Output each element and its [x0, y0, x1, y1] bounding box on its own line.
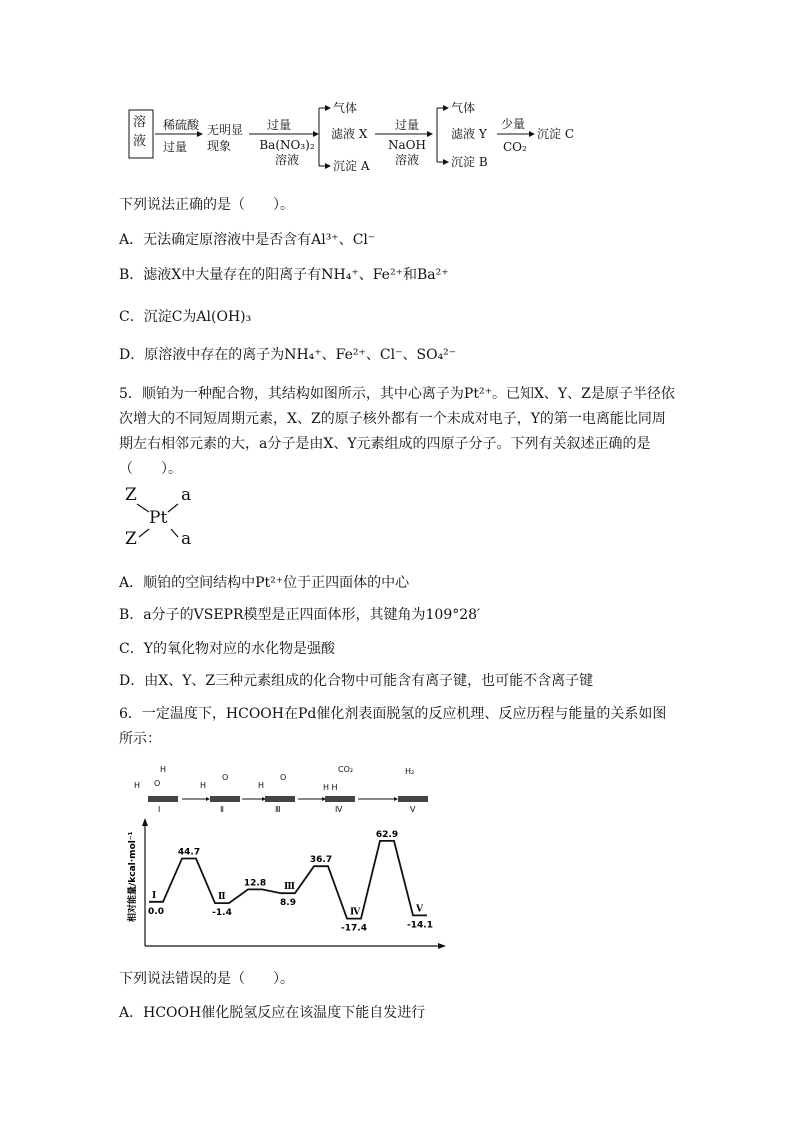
reagent-2-top: 过量 [267, 118, 292, 132]
q5-option-b: B．a分子的VSEPR模型是正四面体形，其键角为109°28′ [119, 607, 481, 623]
q5-option-d: D．由X、Y、Z三种元素组成的化合物中可能含有离子键，也可能不含离子键 [119, 673, 594, 689]
catalyst-surface-5 [398, 796, 428, 802]
q4-option-b: B．滤液X中大量存在的阳离子有NH₄⁺、Fe²⁺和Ba²⁺ [119, 267, 449, 283]
energy-profile-svg [120, 760, 450, 950]
platinum-center: Pt [149, 508, 168, 528]
mech-h-3: H [200, 781, 207, 790]
energy-value-label: 8.9 [280, 898, 296, 909]
state-label: Ⅰ [152, 890, 157, 901]
mech-h-4: H [258, 781, 265, 790]
mech-state-2: Ⅱ [220, 805, 224, 814]
energy-value-label: 12.8 [243, 878, 267, 889]
mech-h2: H₂ [405, 767, 415, 776]
reagent-1-top: 稀硫酸 [163, 118, 200, 132]
reagent-3-top: 过量 [395, 118, 420, 132]
ligand-z-top: Z [125, 485, 137, 505]
start-label: 溶液 [133, 115, 147, 149]
reagent-3-bottom: NaOH溶液 [388, 138, 426, 167]
precipitate-a-label: 沉淀 A [333, 159, 370, 173]
reagent-4-top: 少量 [501, 117, 526, 131]
q6-stem: 6．一定温度下，HCOOH在Pd催化剂表面脱氢的反应机理、反应历程与能量的关系如图所示： [119, 706, 667, 747]
ligand-a-top: a [181, 485, 192, 505]
catalyst-surface-4 [325, 796, 355, 802]
mech-state-4: Ⅳ [335, 805, 343, 814]
q6-prompt: 下列说法错误的是（ ）。 [119, 971, 294, 987]
mech-o-1: O [154, 779, 161, 788]
mech-state-5: Ⅴ [410, 805, 416, 814]
energy-value-label: 0.0 [148, 906, 164, 917]
q4-prompt: 下列说法正确的是（ ）。 [119, 197, 294, 213]
energy-value-label: 62.9 [375, 829, 399, 840]
mech-two-h: H H [323, 783, 338, 792]
catalyst-surface-1 [148, 796, 178, 802]
energy-value-label: -14.1 [407, 920, 433, 931]
arrow-2-head [313, 131, 319, 137]
q5-option-a: A．顺铂的空间结构中Pt²⁺位于正四面体的中心 [119, 575, 410, 591]
mech-h-1: H [160, 765, 167, 774]
cisplatin-structure [120, 485, 200, 547]
ligand-z-bottom: Z [125, 529, 137, 549]
state-label: Ⅳ [350, 907, 361, 918]
gas-2-label: 气体 [451, 101, 476, 115]
precipitate-c-label: 沉淀 C [537, 127, 574, 141]
ligand-a-bottom: a [181, 529, 192, 549]
reagent-1-bottom: 过量 [163, 140, 188, 154]
filtrate-x-label: 滤液 X [331, 127, 368, 141]
state-label: Ⅴ [416, 904, 423, 915]
mech-state-1: Ⅰ [158, 805, 161, 814]
precipitate-b-label: 沉淀 B [451, 155, 488, 169]
q5-option-c: C．Y的氧化物对应的水化物是强酸 [119, 641, 335, 657]
energy-profile [148, 830, 433, 934]
flowchart [127, 100, 607, 180]
mech-h-2: H [134, 781, 141, 790]
reagent-2-bottom: Ba(NO₃)₂溶液 [259, 138, 315, 167]
mech-o-3: O [280, 773, 287, 782]
gas-1-label: 气体 [333, 101, 358, 115]
q6-option-a: A．HCOOH催化脱氢反应在该温度下能自发进行 [119, 1005, 426, 1021]
catalyst-surface-3 [265, 796, 295, 802]
arrow-3-head [427, 131, 433, 137]
state-label: Ⅲ [284, 882, 295, 893]
mech-o-2: O [222, 773, 229, 782]
state-1-label: 无明显现象 [207, 123, 244, 153]
energy-value-label: -17.4 [341, 923, 367, 934]
mech-co2: CO₂ [338, 765, 354, 774]
q5-stem: 5．顺铂为一种配合物，其结构如图所示，其中心离子为Pt²⁺。已知X、Y、Z是原子半径依次增大的不同短周期元素，X、Z的原子核外都有一个未成对电子，Y的第一电离能比同周期左右相邻元素的大，a分子是由X、Y元素组成的四原子分子。下列有关叙述正确的是（ ）。 [119, 386, 675, 477]
x-axis-arrow [438, 943, 446, 949]
q4-option-a: A．无法确定原溶液中是否含有Al³⁺、Cl⁻ [119, 232, 376, 248]
mech-state-3: Ⅲ [275, 805, 281, 814]
energy-value-label: 36.7 [309, 855, 333, 866]
energy-value-label: -1.4 [212, 908, 232, 919]
catalyst-surface-2 [210, 796, 240, 802]
mechanism-strip [134, 765, 428, 814]
y-axis-arrow [142, 818, 148, 826]
reagent-4-bottom: CO₂ [503, 140, 527, 154]
filtrate-y-label: 滤液 Y [451, 127, 487, 141]
q4-option-d: D．原溶液中存在的离子为NH₄⁺、Fe²⁺、Cl⁻、SO₄²⁻ [119, 347, 457, 363]
arrow-4-head [529, 131, 535, 137]
state-label: Ⅱ [218, 892, 226, 903]
energy-value-label: 44.7 [177, 847, 201, 858]
q4-option-c: C．沉淀C为Al(OH)₃ [119, 309, 252, 325]
y-axis-label: 相对能量/kcal·mol⁻¹ [128, 831, 138, 922]
energy-profile-figure [120, 760, 450, 950]
